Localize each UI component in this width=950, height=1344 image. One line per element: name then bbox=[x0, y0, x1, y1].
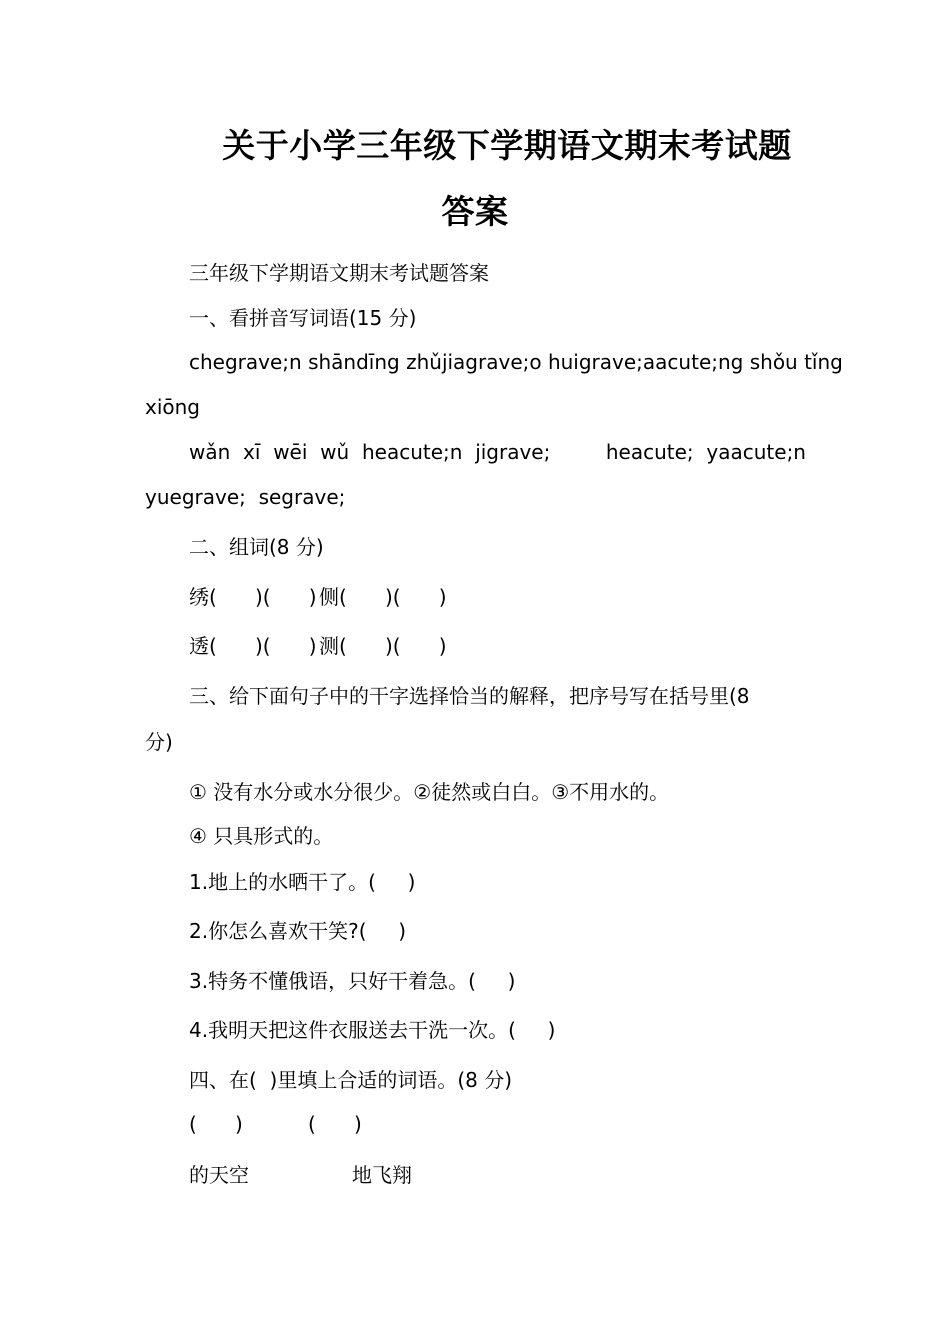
meaning-options-continued: ④ 只具形式的。 bbox=[189, 824, 334, 848]
fill-word: 的天空 bbox=[189, 1163, 249, 1187]
section3-heading-wrap: 分) bbox=[145, 730, 173, 754]
pinyin-item: xī bbox=[243, 440, 261, 464]
fill-blank: ( ) bbox=[189, 1112, 243, 1136]
pinyin-row-1 bbox=[189, 350, 843, 374]
pinyin-item: chegrave;n shān bbox=[189, 350, 357, 374]
pinyin-item: jiagrave;o huigrave; bbox=[441, 350, 643, 374]
fill-word: 地飞翔 bbox=[352, 1163, 412, 1187]
section1-heading: 一、看拼音写词语(15 分) bbox=[189, 306, 417, 330]
fill-blank: ( ) bbox=[308, 1112, 362, 1136]
pinyin-row-2 bbox=[189, 440, 806, 464]
pinyin-row-1-wrap: xiōng bbox=[145, 395, 200, 419]
subtitle: 三年级下学期语文期末考试题答案 bbox=[189, 261, 489, 285]
pinyin-row-2-wrap: yuegrave; segrave; bbox=[145, 485, 346, 509]
word-group-blank: 测( )( ) bbox=[319, 634, 447, 658]
section4-heading: 四、在( )里填上合适的词语。(8 分) bbox=[189, 1068, 513, 1092]
section2-heading: 二、组词(8 分) bbox=[189, 535, 324, 559]
document-title: 关于小学三年级下学期语文期末考试题 bbox=[222, 126, 792, 165]
document-title-continuation: 答案 bbox=[441, 192, 509, 231]
pinyin-item: yaacute;n bbox=[706, 440, 806, 464]
pinyin-item: jigrave; bbox=[475, 440, 551, 464]
question-item: 2.你怎么喜欢干笑?( ) bbox=[189, 919, 407, 943]
word-group-blank: 绣( )( ) bbox=[189, 585, 317, 609]
question-item: 1.地上的水晒干了。( ) bbox=[189, 870, 416, 894]
question-item: 3.特务不懂俄语，只好干着急。( ) bbox=[189, 969, 516, 993]
pinyin-item: heacute; bbox=[605, 440, 694, 464]
pinyin-item: wēi bbox=[273, 440, 308, 464]
pinyin-item: dīng zhǔ bbox=[356, 350, 442, 374]
pinyin-item: aacute;ng shǒu tǐng bbox=[642, 350, 843, 374]
meaning-options: ① 没有水分或水分很少。②徒然或白白。③不用水的。 bbox=[189, 780, 670, 804]
section3-heading: 三、给下面句子中的干字选择恰当的解释，把序号写在括号里(8 bbox=[189, 684, 750, 708]
word-group-blank: 透( )( ) bbox=[189, 634, 317, 658]
pinyin-item: wǎn bbox=[189, 440, 231, 464]
question-item: 4.我明天把这件衣服送去干洗一次。( ) bbox=[189, 1018, 556, 1042]
word-group-blank: 侧( )( ) bbox=[319, 585, 447, 609]
pinyin-item: wǔ bbox=[320, 440, 350, 464]
pinyin-item: heacute;n bbox=[361, 440, 463, 464]
